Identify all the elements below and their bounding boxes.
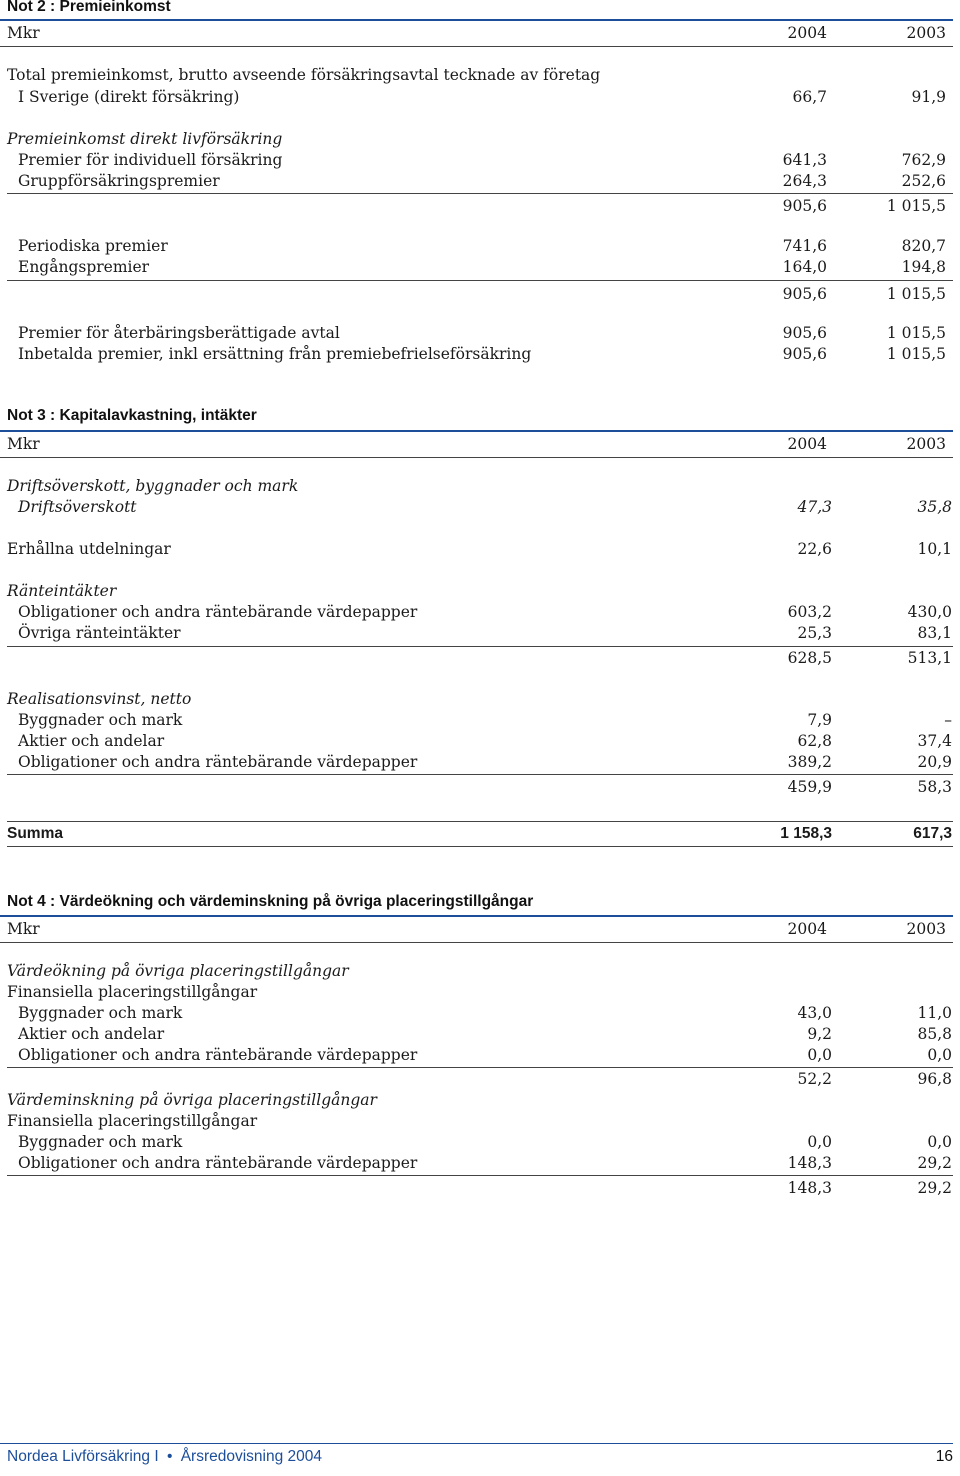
value-2003: 20,9 — [917, 753, 952, 771]
unit-label: Mkr — [7, 435, 40, 453]
table-row — [0, 1003, 960, 1024]
value-2004: 164,0 — [782, 258, 827, 276]
subtotal-row — [0, 196, 960, 217]
note2-header-rule — [0, 46, 953, 47]
note3-title-rule — [0, 430, 953, 432]
row-label: Aktier och andelar — [18, 732, 165, 750]
value-2003: 194,8 — [901, 258, 946, 276]
row-label: Byggnader och mark — [18, 1133, 183, 1151]
table-row — [0, 236, 960, 257]
subsection-heading: Finansiella placeringstillgångar — [7, 1112, 258, 1130]
value-2003: – — [944, 711, 952, 729]
value-2003: 513,1 — [907, 649, 952, 667]
table-row — [0, 257, 960, 278]
subsection-heading: Finansiella placeringstillgångar — [7, 983, 258, 1001]
value-2004: 641,3 — [782, 151, 827, 169]
report-name: Årsredovisning 2004 — [180, 1448, 322, 1465]
summa-top-rule — [7, 821, 953, 822]
row-label: Periodiska premier — [18, 237, 168, 255]
value-2004: 9,2 — [807, 1025, 832, 1043]
table-row — [0, 65, 960, 86]
row-label: Total premieinkomst, brutto avseende försäkringsavtal tecknade av företag — [7, 66, 601, 84]
section-heading: Premieinkomst direkt livförsäkring — [7, 130, 283, 148]
value-2003: 252,6 — [901, 172, 946, 190]
row-label: I Sverige (direkt försäkring) — [18, 88, 240, 106]
table-row — [0, 497, 960, 518]
table-row — [0, 602, 960, 623]
table-row — [0, 1024, 960, 1045]
value-2004: 148,3 — [787, 1179, 832, 1197]
note3-header-row — [0, 434, 960, 455]
subtotal-rule — [7, 646, 953, 647]
summa-row — [0, 823, 960, 844]
note3-title: Not 3 : Kapitalavkastning, intäkter — [7, 407, 257, 424]
row-label: Övriga ränteintäkter — [18, 624, 181, 642]
row-label: Obligationer och andra räntebärande värdepapper — [18, 1046, 418, 1064]
note3-header-rule — [0, 457, 953, 458]
summa-label: Summa — [7, 825, 63, 842]
value-2003: 35,8 — [917, 498, 952, 516]
row-label: Premier för återbäringsberättigade avtal — [18, 324, 340, 342]
subtotal-row — [0, 1069, 960, 1090]
subtotal-row — [0, 648, 960, 669]
value-2003: 11,0 — [917, 1004, 952, 1022]
value-2004: 603,2 — [787, 603, 832, 621]
note4-header-rule — [0, 942, 953, 943]
subtotal-rule — [7, 280, 953, 281]
footer-brand — [7, 1448, 322, 1466]
table-row — [0, 1045, 960, 1066]
value-2004: 47,3 — [797, 498, 832, 516]
summa-bottom-rule — [7, 846, 953, 847]
year-2003-header: 2003 — [906, 435, 946, 453]
note4-title: Not 4 : Värdeökning och värdeminskning på övriga placeringstillgångar — [7, 893, 534, 910]
value-2003: 37,4 — [917, 732, 952, 750]
value-2003: 1 015,5 — [886, 285, 946, 303]
footer-rule — [0, 1443, 953, 1444]
value-2004: 1 158,3 — [780, 825, 832, 842]
year-2004-header: 2004 — [787, 24, 827, 42]
year-2004-header: 2004 — [787, 435, 827, 453]
value-2004: 62,8 — [797, 732, 832, 750]
value-2003: 85,8 — [917, 1025, 952, 1043]
row-label: Driftsöverskott — [18, 498, 137, 516]
row-label: Gruppförsäkringspremier — [18, 172, 220, 190]
value-2003: 29,2 — [917, 1179, 952, 1197]
table-row — [0, 476, 960, 497]
note4-header-row — [0, 919, 960, 940]
value-2003: 1 015,5 — [886, 197, 946, 215]
row-label: Obligationer och andra räntebärande värdepapper — [18, 1154, 418, 1172]
note4-title-rule — [0, 915, 953, 917]
row-label: Premier för individuell försäkring — [18, 151, 283, 169]
value-2003: 83,1 — [917, 624, 952, 642]
table-row — [0, 752, 960, 773]
value-2003: 1 015,5 — [886, 345, 946, 363]
table-row — [0, 87, 960, 108]
table-row — [0, 150, 960, 171]
table-row — [0, 731, 960, 752]
value-2004: 905,6 — [782, 285, 827, 303]
value-2004: 0,0 — [807, 1133, 832, 1151]
table-row — [0, 1111, 960, 1132]
value-2003: 91,9 — [911, 88, 946, 106]
value-2003: 820,7 — [901, 237, 946, 255]
table-row — [0, 129, 960, 150]
subtotal-rule — [7, 1175, 953, 1176]
subtotal-row — [0, 1178, 960, 1199]
value-2003: 762,9 — [901, 151, 946, 169]
row-label: Erhållna utdelningar — [7, 540, 171, 558]
row-label: Byggnader och mark — [18, 1004, 183, 1022]
section-heading: Driftsöverskott, byggnader och mark — [7, 477, 299, 495]
table-row — [0, 1132, 960, 1153]
table-row — [0, 623, 960, 644]
subtotal-rule — [7, 774, 953, 775]
value-2004: 905,6 — [782, 197, 827, 215]
bullet-separator: • — [166, 1448, 173, 1465]
subtotal-rule — [7, 193, 953, 194]
table-row — [0, 961, 960, 982]
value-2004: 741,6 — [782, 237, 827, 255]
value-2003: 58,3 — [917, 778, 952, 796]
year-2003-header: 2003 — [906, 24, 946, 42]
value-2004: 389,2 — [787, 753, 832, 771]
year-2004-header: 2004 — [787, 920, 827, 938]
table-row — [0, 171, 960, 192]
table-row — [0, 323, 960, 344]
row-label: Aktier och andelar — [18, 1025, 165, 1043]
row-label: Obligationer och andra räntebärande värdepapper — [18, 603, 418, 621]
value-2004: 22,6 — [797, 540, 832, 558]
table-row — [0, 710, 960, 731]
note2-header-row — [0, 23, 960, 44]
table-row — [0, 344, 960, 365]
value-2003: 10,1 — [917, 540, 952, 558]
table-row — [0, 539, 960, 560]
unit-label: Mkr — [7, 920, 40, 938]
value-2004: 148,3 — [787, 1154, 832, 1172]
section-heading: Ränteintäkter — [7, 582, 117, 600]
value-2004: 43,0 — [797, 1004, 832, 1022]
section-heading: Värdeökning på övriga placeringstillgångar — [7, 962, 349, 980]
year-2003-header: 2003 — [906, 920, 946, 938]
section-heading: Värdeminskning på övriga placeringstillgångar — [7, 1091, 377, 1109]
subtotal-rule — [7, 1067, 953, 1068]
value-2004: 7,9 — [807, 711, 832, 729]
value-2003: 430,0 — [907, 603, 952, 621]
value-2004: 52,2 — [797, 1070, 832, 1088]
value-2003: 0,0 — [927, 1046, 952, 1064]
subtotal-row — [0, 777, 960, 798]
subtotal-row — [0, 284, 960, 305]
table-row — [0, 581, 960, 602]
value-2004: 264,3 — [782, 172, 827, 190]
value-2003: 1 015,5 — [886, 324, 946, 342]
row-label: Obligationer och andra räntebärande värdepapper — [18, 753, 418, 771]
page-number: 16 — [935, 1448, 953, 1465]
table-row — [0, 689, 960, 710]
value-2004: 905,6 — [782, 324, 827, 342]
value-2004: 628,5 — [787, 649, 832, 667]
note2-title: Not 2 : Premieinkomst — [7, 0, 171, 15]
value-2004: 905,6 — [782, 345, 827, 363]
table-row — [0, 1153, 960, 1174]
row-label: Byggnader och mark — [18, 711, 183, 729]
value-2004: 25,3 — [797, 624, 832, 642]
section-heading: Realisationsvinst, netto — [7, 690, 192, 708]
value-2003: 617,3 — [913, 825, 952, 842]
value-2004: 459,9 — [787, 778, 832, 796]
row-label: Inbetalda premier, inkl ersättning från premiebefrielseförsäkring — [18, 345, 532, 363]
table-row — [0, 982, 960, 1003]
company-name: Nordea Livförsäkring I — [7, 1448, 159, 1465]
row-label: Engångspremier — [18, 258, 150, 276]
value-2003: 0,0 — [927, 1133, 952, 1151]
value-2003: 29,2 — [917, 1154, 952, 1172]
value-2004: 0,0 — [807, 1046, 832, 1064]
note2-title-rule — [0, 19, 953, 21]
table-row — [0, 1090, 960, 1111]
value-2004: 66,7 — [792, 88, 827, 106]
page-footer — [7, 1448, 953, 1470]
unit-label: Mkr — [7, 24, 40, 42]
value-2003: 96,8 — [917, 1070, 952, 1088]
